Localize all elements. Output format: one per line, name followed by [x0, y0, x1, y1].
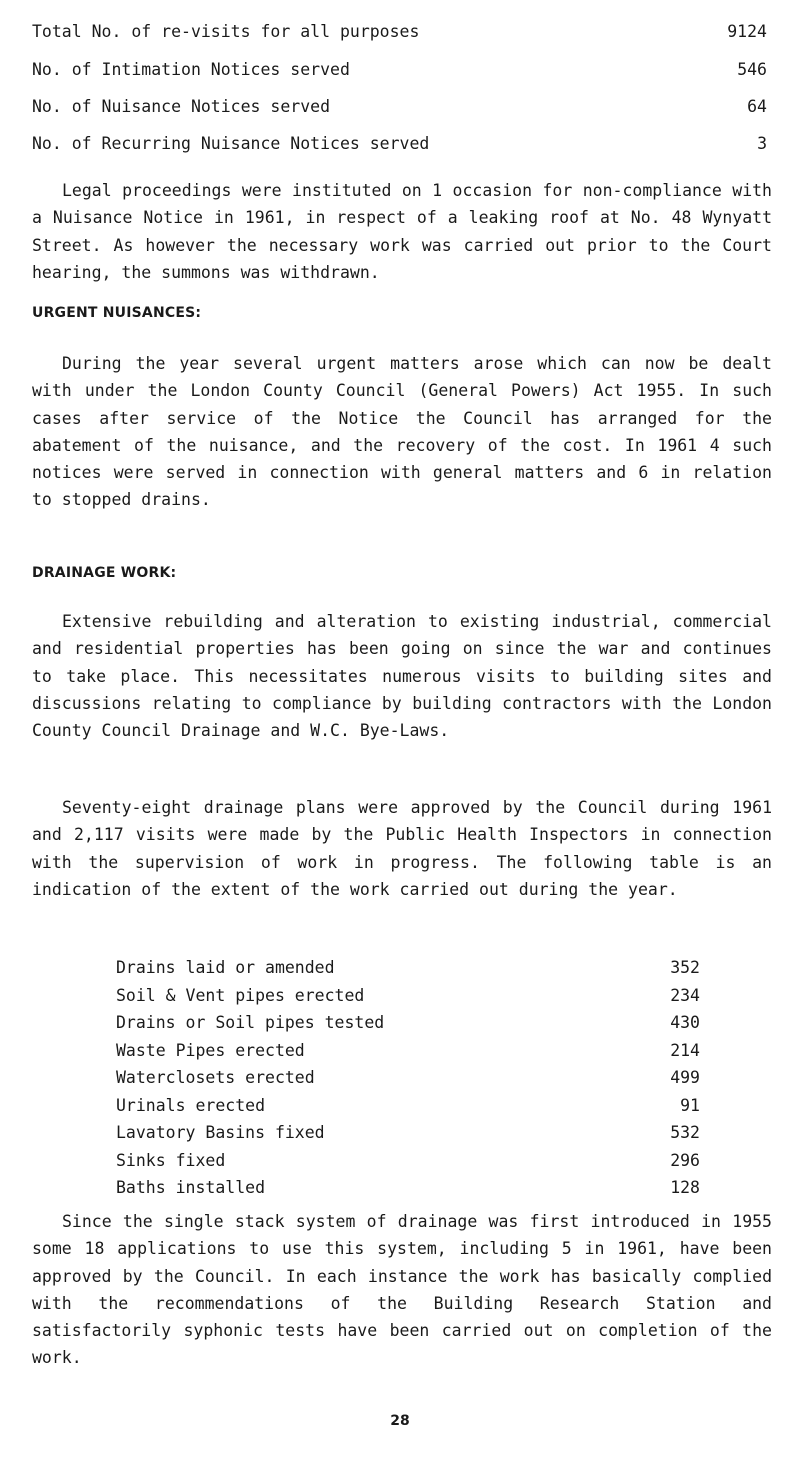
stat-row-revisits: [32, 22, 767, 46]
table-row: [116, 1068, 716, 1096]
stat-label: No. of Nuisance Notices served: [32, 97, 331, 116]
stat-value: 3: [757, 134, 767, 153]
stat-value: 64: [747, 97, 767, 116]
drainage-work-paragraph-3: Since the single stack system of drainage was first introduced in 1955 some 18 applications to use this system, including 5 in 1961, have been approved by the Council. In each instance the work has basically complied with the recommendations of the Building Research Station and satisfactorily syphonic tests have been carried out on completion of the work.: [32, 1212, 772, 1368]
stat-value: 546: [737, 60, 767, 79]
drainage-work-heading: DRAINAGE WORK:: [32, 565, 177, 581]
table-row-value: 430: [670, 1013, 700, 1032]
table-row-value: 532: [670, 1123, 700, 1142]
table-row: [116, 958, 716, 986]
table-row-value: 91: [680, 1095, 700, 1115]
table-row-label: Drains or Soil pipes tested: [116, 1013, 385, 1032]
stat-row-nuisance-notices: [32, 97, 767, 121]
stat-label: No. of Recurring Nuisance Notices served: [32, 134, 430, 153]
table-row-label: Lavatory Basins fixed: [116, 1123, 325, 1142]
urgent-nuisances-paragraph: During the year several urgent matters arose which can now be dealt with under the London County Council (General Powers) Act 1955. In such cases after service of the Notice the Council has arranged for the abatement of the nuisance, and the recovery of the cost. In 1961 4 such notices were served in connection with general matters and 6 in relation to stopped drains.: [32, 354, 772, 510]
table-row-label: Soil & Vent pipes erected: [116, 985, 365, 1005]
table-row: [116, 1178, 716, 1206]
stat-row-recurring-nuisance-notices: [32, 134, 767, 158]
drainage-work-paragraph-2: Seventy-eight drainage plans were approved by the Council during 1961 and 2,117 visits were made by the Public Health Inspectors in connection with the supervision of work in progress. The following table is an indication of the extent of the work carried out during the year.: [32, 798, 772, 899]
table-row: [116, 1041, 716, 1069]
table-row-label: Waterclosets erected: [116, 1068, 315, 1087]
stat-value: 9124: [727, 22, 767, 41]
drainage-work-table: [116, 958, 716, 1206]
table-row-value: 234: [670, 985, 700, 1005]
table-row-label: Drains laid or amended: [116, 958, 335, 977]
table-row-label: Waste Pipes erected: [116, 1040, 305, 1060]
table-row: [116, 986, 716, 1014]
table-row-value: 296: [670, 1150, 700, 1170]
table-row-label: Urinals erected: [116, 1095, 266, 1115]
table-row: [116, 1123, 716, 1151]
urgent-nuisances-heading: URGENT NUISANCES:: [32, 305, 202, 321]
table-row: [116, 1013, 716, 1041]
table-row: [116, 1096, 716, 1124]
table-row-value: 128: [670, 1178, 700, 1197]
page-number: 28: [390, 1413, 410, 1429]
legal-proceedings-paragraph: Legal proceedings were instituted on 1 occasion for non-compliance with a Nuisance Notice in 1961, in respect of a leaking roof at No. 48 Wynyatt Street. As however the necessary work was carried out prior to the Court hearing, the summons was withdrawn.: [32, 181, 772, 282]
stat-label: No. of Intimation Notices served: [32, 60, 350, 79]
drainage-work-paragraph-1: Extensive rebuilding and alteration to existing industrial, commercial and residential properties has been going on since the war and continues to take place. This necessitates numerous visits to building sites and discussions relating to compliance by building contractors with the London County Council Drainage and W.C. Bye-Laws.: [32, 612, 772, 741]
table-row-value: 499: [670, 1068, 700, 1087]
table-row-label: Baths installed: [116, 1178, 266, 1197]
table-row-value: 352: [670, 958, 700, 977]
table-row: [116, 1151, 716, 1179]
stat-label: Total No. of re-visits for all purposes: [32, 22, 420, 41]
stat-row-intimation-notices: [32, 60, 767, 84]
table-row-label: Sinks fixed: [116, 1150, 226, 1170]
table-row-value: 214: [670, 1040, 700, 1060]
